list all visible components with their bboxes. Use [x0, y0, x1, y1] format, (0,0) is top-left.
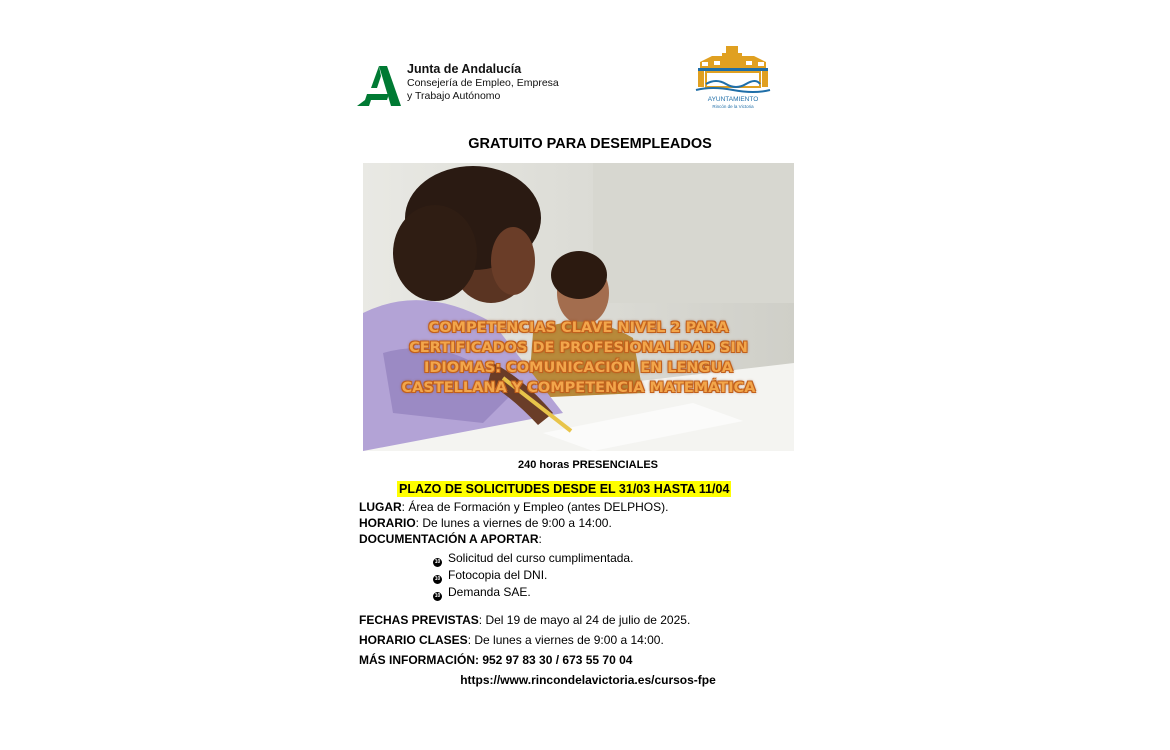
- junta-department-line2: y Trabajo Autónomo: [407, 90, 501, 102]
- students-writing-image: [363, 163, 794, 451]
- contact-info: MÁS INFORMACIÓN: 952 97 83 30 / 673 55 70 04: [359, 653, 633, 667]
- bullet-icon: 10: [434, 576, 441, 582]
- document-item-text: Demanda SAE.: [448, 585, 531, 599]
- list-item: [433, 567, 547, 584]
- class-schedule-value: : De lunes a viernes de 9:00 a 14:00.: [467, 633, 664, 647]
- class-schedule-label: HORARIO CLASES: [359, 633, 468, 647]
- dates-line: [359, 613, 690, 628]
- course-title: COMPETENCIAS CLAVE NIVEL 2 PARA CERTIFICADOS DE PROFESIONALIDAD SIN IDIOMAS: COMUNICACIÓN EN LENGUA CASTELLANA Y COMPETENCIA MATEMÁTICA: [401, 320, 756, 396]
- location-line: [359, 500, 668, 515]
- dates-value: : Del 19 de mayo al 24 de julio de 2025.: [478, 613, 691, 627]
- schedule-value: : De lunes a viernes de 9:00 a 14:00.: [415, 516, 612, 530]
- junta-department-line1: Consejería de Empleo, Empresa: [407, 77, 559, 89]
- ayuntamiento-caption: [692, 96, 774, 110]
- ayuntamiento-subtitle: Rincón de la Victoria: [712, 104, 754, 109]
- class-schedule-line: [359, 633, 664, 648]
- junta-andalucia-logo: [357, 62, 567, 110]
- application-deadline: PLAZO DE SOLICITUDES DESDE EL 31/03 HASTA 11/04: [399, 482, 730, 496]
- castle-icon: [692, 44, 774, 96]
- location-label: LUGAR: [359, 500, 402, 514]
- schedule-label: HORARIO: [359, 516, 416, 530]
- document-item-text: Fotocopia del DNI.: [448, 568, 548, 582]
- course-photo: [363, 163, 794, 451]
- documents-heading: [359, 532, 542, 547]
- junta-text: [407, 62, 559, 103]
- documents-suffix: :: [538, 532, 542, 546]
- dates-label: FECHAS PREVISTAS: [359, 613, 479, 627]
- ayuntamiento-logo: [692, 44, 774, 116]
- junta-name: Junta de Andalucía: [407, 62, 522, 76]
- list-item: [433, 584, 531, 601]
- schedule-line: [359, 516, 612, 531]
- info-url-link[interactable]: https://www.rincondelavictoria.es/cursos-fpe: [460, 673, 716, 687]
- ayuntamiento-name: AYUNTAMIENTO: [707, 96, 759, 103]
- headline: GRATUITO PARA DESEMPLEADOS: [468, 136, 712, 152]
- list-item: [433, 550, 633, 567]
- course-hours: 240 horas PRESENCIALES: [518, 459, 658, 471]
- bullet-icon: 10: [434, 593, 441, 599]
- junta-a-icon: [357, 64, 401, 108]
- document-item-text: Solicitud del curso cumplimentada.: [448, 551, 634, 565]
- location-value: : Área de Formación y Empleo (antes DELPHOS).: [401, 500, 669, 514]
- bullet-icon: 10: [434, 559, 441, 565]
- documents-label: DOCUMENTACIÓN A APORTAR: [359, 532, 539, 546]
